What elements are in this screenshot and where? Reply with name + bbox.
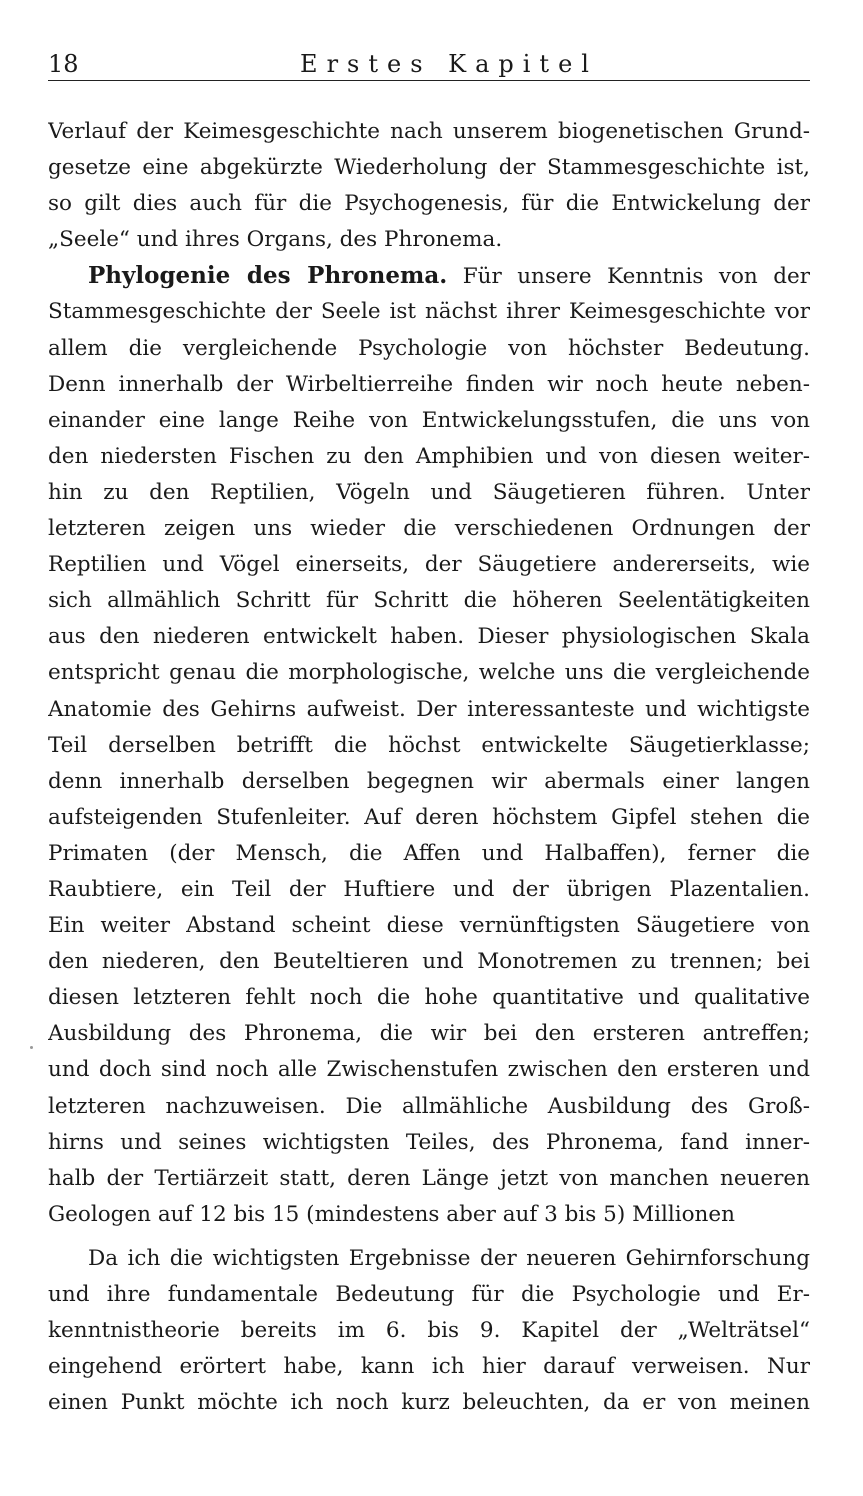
text-line: letzteren zeigen uns wieder die verschiedenen Ordnungen der bbox=[48, 516, 810, 542]
paper-speck bbox=[30, 1046, 33, 1049]
text-line: Ausbildung des Phronema, die wir bei den ersteren antreffen; bbox=[48, 1021, 810, 1047]
text-line: denn innerhalb derselben begegnen wir abermals einer langen bbox=[48, 768, 810, 794]
text-line: „Seele“ und ihres Organs, des Phronema. bbox=[48, 227, 503, 253]
text-line: den niedersten Fischen zu den Amphibien und von diesen weiter- bbox=[48, 443, 810, 469]
text-line: so gilt dies auch für die Psychogenesis, für die Entwickelung der bbox=[48, 191, 810, 217]
text-line: sich allmählich Schritt für Schritt die höheren Seelentätigkeiten bbox=[48, 588, 810, 614]
text-line: Reptilien und Vögel einerseits, der Säugetiere andererseits, wie bbox=[48, 552, 810, 578]
text-line: hirns und seines wichtigsten Teiles, des Phronema, fand inner- bbox=[48, 1129, 810, 1155]
text-line bbox=[48, 258, 810, 294]
text-line: Anatomie des Gehirns aufweist. Der interessanteste und wichtigste bbox=[48, 696, 810, 722]
header-rule bbox=[48, 80, 810, 81]
text-line: einander eine lange Reihe von Entwickelungsstufen, die uns von bbox=[48, 407, 810, 433]
text-line: aufsteigenden Stufenleiter. Auf deren höchstem Gipfel stehen die bbox=[48, 804, 810, 830]
text-line: Verlauf der Keimesgeschichte nach unserem biogenetischen Grund- bbox=[48, 119, 810, 144]
running-title: Erstes Kapitel bbox=[300, 50, 598, 78]
section-subhead: Phylogenie des Phronema. bbox=[88, 262, 448, 290]
text-line: eingehend erörtert habe, kann ich hier darauf verweisen. Nur bbox=[48, 1354, 810, 1380]
paragraph bbox=[48, 258, 810, 1233]
text-line: Stammesgeschichte der Seele ist nächst ihrer Keimesgeschichte vor bbox=[48, 299, 810, 325]
text-line: Teil derselben betrifft die höchst entwickelte Säugetierklasse; bbox=[48, 732, 810, 758]
text-line: den niederen, den Beuteltieren und Monotremen zu trennen; bei bbox=[48, 949, 810, 975]
text-line: und doch sind noch alle Zwischenstufen zwischen den ersteren und bbox=[48, 1057, 810, 1083]
text-line: kenntnistheorie bereits im 6. bis 9. Kapitel der „Welträtsel“ bbox=[48, 1318, 810, 1344]
page-number: 18 bbox=[48, 50, 79, 78]
text-line: letzteren nachzuweisen. Die allmähliche Ausbildung des Groß- bbox=[48, 1093, 810, 1119]
text-line: Ein weiter Abstand scheint diese vernünftigsten Säugetiere von bbox=[48, 913, 810, 939]
text-line: Primaten (der Mensch, die Affen und Halbaffen), ferner die bbox=[48, 840, 810, 866]
subhead-line-rest: Für unsere Kenntnis von der bbox=[462, 264, 810, 290]
text-line: aus den niederen entwickelt haben. Dieser physiologischen Skala bbox=[48, 624, 810, 650]
text-line: Da ich die wichtigsten Ergebnisse der neueren Gehirnforschung bbox=[88, 1245, 810, 1271]
text-line: entspricht genau die morphologische, welche uns die vergleichende bbox=[48, 660, 810, 686]
text-line: Raubtiere, ein Teil der Huftiere und der übrigen Plazentalien. bbox=[48, 876, 810, 902]
page-header bbox=[48, 44, 810, 84]
text-line: hin zu den Reptilien, Vögeln und Säugetieren führen. Unter bbox=[48, 479, 810, 505]
body-text bbox=[48, 114, 810, 1421]
text-line: Denn innerhalb der Wirbeltierreihe finden wir noch heute neben- bbox=[48, 371, 810, 397]
text-line: diesen letzteren fehlt noch die hohe quantitative und qualitative bbox=[48, 985, 810, 1011]
paragraph bbox=[48, 1241, 810, 1421]
text-line: gesetze eine abgekürzte Wiederholung der Stammesgeschichte ist, bbox=[48, 155, 810, 181]
text-line: allem die vergleichende Psychologie von höchster Bedeutung. bbox=[48, 335, 810, 361]
text-line: einen Punkt möchte ich noch kurz beleuchten, da er von meinen bbox=[48, 1390, 810, 1416]
paragraph bbox=[48, 114, 810, 258]
text-line: halb der Tertiärzeit statt, deren Länge jetzt von manchen neueren bbox=[48, 1165, 810, 1191]
text-line: und ihre fundamentale Bedeutung für die Psychologie und Er- bbox=[48, 1282, 810, 1307]
text-line: Geologen auf 12 bis 15 (mindestens aber auf 3 bis 5) Millionen bbox=[48, 1201, 735, 1227]
